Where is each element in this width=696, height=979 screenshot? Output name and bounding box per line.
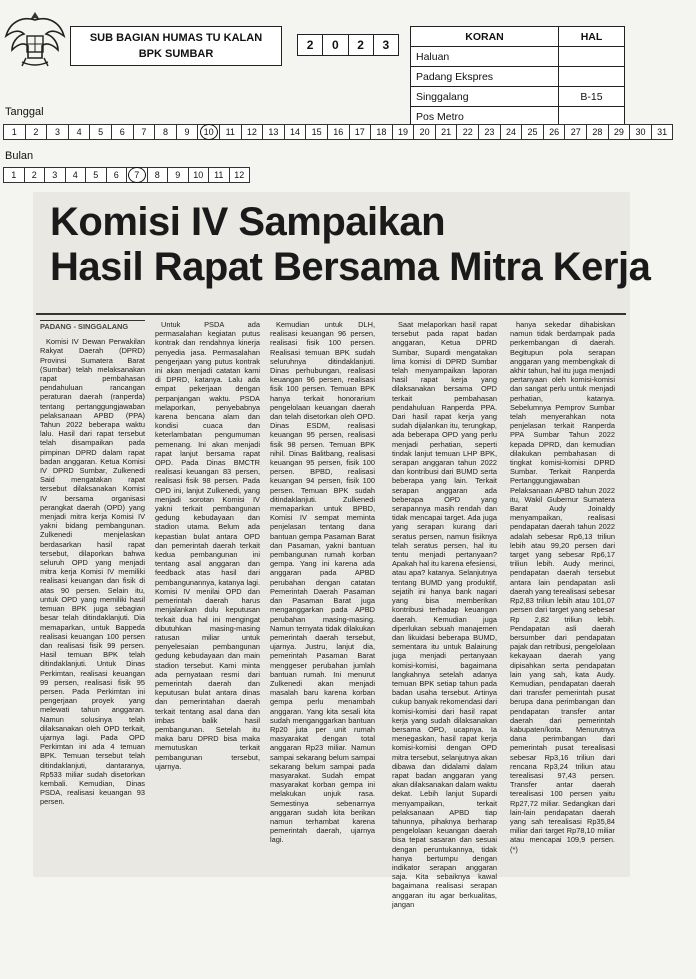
day-cell-number: 10 [203, 127, 214, 137]
date-label: Tanggal [5, 106, 44, 118]
title-line-1: Komisi IV Sampaikan [50, 200, 446, 244]
article-column-5 [510, 320, 615, 860]
day-cell [587, 124, 609, 140]
month-cell-number: 3 [52, 170, 58, 180]
day-cell-number: 25 [527, 127, 538, 137]
month-cell [189, 167, 210, 183]
month-cell-number: 6 [113, 170, 119, 180]
day-cell [285, 124, 307, 140]
day-cell [522, 124, 544, 140]
day-cell-number: 11 [225, 127, 235, 137]
day-cell-number: 8 [162, 127, 168, 137]
newspaper-table [410, 26, 625, 127]
day-cell-number: 3 [54, 127, 60, 137]
selection-circle-icon [128, 167, 146, 183]
day-cell-number: 30 [635, 127, 646, 137]
article-column-3 [270, 320, 375, 851]
month-cell [3, 167, 25, 183]
day-cell-number: 1 [11, 127, 17, 137]
day-cell-number: 4 [76, 127, 82, 137]
year-digit: 2 [298, 35, 323, 55]
koran-header: KORAN [411, 27, 559, 47]
garuda-emblem-icon [2, 6, 68, 76]
column-text: Saat melaporkan hasil rapat tersebut pada rapat badan anggaran, Ketua DPRD Sumbar, Supardi mengatakan lima komisi di DPRD Sumbar telah menyampaikan laporan hasil rapat kerja yang dilaksanakan bersama OPD terkait pembahasan pendahuluan Ranperda PPA. Dari hasil rapat kerja yang sudah dijalankan itu, terungkap, ada beberapa OPD yang perlu menjadi perhatian, seperti tindak lanjut temuan LHP BPK, serapan anggaran tahun 2022 dan kontribusi dari BUMD serta beberapa yang lain. Terkait serapan anggaran ada beberapa OPD yang serapannya masih rendah dan tidak mencapai target. Ada juga yang serapan kurang dari seratus persen, namun fisiknya telah seratus persen, hal itu tentu menjadi pertanyaan? Apakah hal itu karena efesiensi, atau apa? katanya. Selanjutnya tentang BUMD yang produktif, sejatih ini hanya bank nagari yang bisa memberikan kontribusi terhadap keuangan daerah. Kemudian juga diperlukan sebuah manajemen dan likuidasi beberapa BUMD, sementara itu untuk Balairung juga menjadi pertanyaan komisi-komisi, bagaimana langkahnya setelah adanya temuan BPK setiap tahun pada badan usaha tersebut. Artinya cukup banyak rekomendasi dari komisi-komisi dari hasil rapat kerja yang sudah dilaksanakan bersama OPD, ucapnya. Ia menegaskan, hasil rapat kerja komisi-komisi dengan OPD mitra tersebut, selanjutnya akan dibawa dan didalami dalam rapat badan anggaran yang akan dilaksanakan dalam waktu dekat. Lebih lanjut Supardi menyampaikan, terkait pelaksanaan APBD tiap tahunnya, pihaknya berharap pengelolaan keuangan daerah bisa tepat sasaran dan sesuai dengan peruntukannya, tidak hanya bertumpu dengan indikator serapan anggaran saja. Kita sebaiknya kawal bagaimana realisasi serapan anggaran itu agar berkualitas, jangan [392, 320, 497, 909]
article-column-2 [155, 320, 260, 777]
month-cell-number: 12 [234, 170, 245, 180]
day-cell [609, 124, 631, 140]
day-cell [220, 124, 242, 140]
day-cell-number: 31 [657, 127, 668, 137]
day-cell [371, 124, 393, 140]
day-cell [47, 124, 69, 140]
day-cell [155, 124, 177, 140]
office-line-1: SUB BAGIAN HUMAS TU KALAN [89, 32, 263, 44]
day-cell-number: 14 [290, 127, 301, 137]
day-cell [134, 124, 156, 140]
day-cell-number: 27 [570, 127, 581, 137]
month-row [3, 167, 250, 183]
month-cell-number: 1 [11, 170, 17, 180]
day-cell-number: 26 [549, 127, 560, 137]
day-cell-number: 16 [333, 127, 344, 137]
month-cell-number: 7 [134, 170, 140, 180]
day-cell-number: 28 [592, 127, 603, 137]
month-cell-number: 11 [214, 170, 224, 180]
month-cell-number: 10 [193, 170, 204, 180]
day-cell-number: 20 [419, 127, 430, 137]
month-cell [127, 167, 148, 183]
month-cell [209, 167, 230, 183]
table-row [411, 47, 625, 67]
column-text: Komisi IV Dewan Perwakilan Rakyat Daerah (DPRD) Provinsi Sumatera Barat (Sumbar) telah melaksanakan rapat pembahasan pendahuluan rancangan peraturan daerah (ranperda) tentang pertanggungjawaban pelaksanaan APBD (PPA) Tahun 2022 beberapa waktu lalu. Hasil dari rapat tersebut telah disampaikan pada pimpinan DPRD dalam rapat badan anggaran. Ketua Komisi IV DPRD Sumbar, Zulkenedi Said mengatakan rapat tersebut dilaksanakan Komisi IV bersama organisasi perangkat daerah (OPD) yang menjadi mitra kerja Komisi IV yakni bidang pembangunan. Zulkenedi menjelaskan berdasarkan hasil rapat tersebut, dilaporkan bahwa seluruh OPD yang menjadi mitra kerja Komisi IV memiliki realisasi keuangan dan fisik di atas 90 persen. Selain itu, untuk OPD yang memiliki hasil temuan BPK juga sebagian besar telah ditindaklanjuti. Dia memaparkan, untuk Bappeda realisasi keuangan 100 persen dan realisasi fisik 99 persen. Hasil temuan BPK telah ditindaklanjuti. Untuk Dinas Perkimtan, realisasi keuangan 99 persen, realisasi fisik 95 persen. Pada Perkimtan ini pengerjaan proyek yang melewati tahun anggaran. Namun solusinya telah dilaksanakan oleh OPD terkait, ujarnya lagi. Pada OPD Perkimtan ini ada 4 temuan BPK. Temuan tersebut telah ditindaklanjuti, dantaranya, Rp533 miliar sudah disetorkan kembali. Kemudian, Dinas PSDA, realisasi keuangan 93 persen. [40, 337, 145, 807]
month-cell [230, 167, 251, 183]
day-cell-number: 15 [311, 127, 322, 137]
table-row [411, 87, 625, 107]
day-cell [565, 124, 587, 140]
day-cell [112, 124, 134, 140]
day-cell-number: 2 [33, 127, 39, 137]
article-column-4 [392, 320, 497, 915]
paper-name: Haluan [411, 47, 559, 67]
day-cell [328, 124, 350, 140]
day-cell [26, 124, 48, 140]
day-cell-number: 23 [484, 127, 495, 137]
day-cell [457, 124, 479, 140]
month-cell [168, 167, 189, 183]
year-boxes [297, 34, 399, 56]
month-cell [107, 167, 128, 183]
column-text: Untuk PSDA ada permasalahan kegiatan putus kontrak dan rendahnya kinerja penyedia jasa. Permasalahan pengerjaan yang putus kontrak ini akan menjadi catatan kami di DPRD, katanya. Lalu ada empat pekerjaan dengan perpanjangan waktu. PSDA melaporkan, penyebabnya karena bencana alam dan kondisi cuaca dan keterlambatan pengumuman pemenang. Ini akan menjadi rapat lanjut bersama rapat OPD. Pada Dinas BMCTR realisasi keuangan 83 persen, realisasi fisik 98 persen. Pada OPD ini, lanjut Zulkenedi, yang menjadi sorotan Komisi IV yakni terkait pembangunan gedung kebudayaan dan stadion utama. Belum ada kepastian bulat antara OPD dan pemerintah daerah terkait kedua pembangunan ini tentang asal anggaran dan feedback atas hasil dari pembangunannya, katanya lagi. Komisi IV menilai OPD dan pemerintah daerah harus menjalankan dulu keputusan terkait dua hal ini mengingat dibutuhkan masing-masing ratusan miliar untuk penyelesaian pembangunan gedung kebudayaan dan main stadion tersebut. Kami minta ada pernyataan resmi dari pemerintah daerah dan keputusan bulat antara dinas dan pemerintahan daerah terkait tentang asal dana dan imbas balik hasil pembangunan. Setelah itu maka baru DPRD bisa maka memutuskan terkait pembangunan tersebut, ujarnya. [155, 320, 260, 771]
month-cell-number: 2 [31, 170, 37, 180]
day-cell [306, 124, 328, 140]
month-cell [148, 167, 169, 183]
office-line-2: BPK SUMBAR [138, 48, 214, 60]
day-cell-number: 9 [184, 127, 190, 137]
article-column-1 [40, 320, 145, 813]
month-cell [25, 167, 46, 183]
day-cell-number: 21 [441, 127, 452, 137]
paper-page [559, 47, 625, 67]
month-label: Bulan [5, 150, 34, 162]
day-cell [198, 124, 220, 140]
day-cell-number: 13 [268, 127, 279, 137]
day-cell-number: 5 [98, 127, 104, 137]
day-cell-number: 18 [376, 127, 387, 137]
day-cell [414, 124, 436, 140]
day-cell [501, 124, 523, 140]
day-cell-number: 7 [141, 127, 147, 137]
article-title [50, 200, 651, 290]
day-cell [242, 124, 264, 140]
month-cell [86, 167, 107, 183]
day-cell [630, 124, 652, 140]
year-digit: 2 [349, 35, 374, 55]
day-row [3, 124, 673, 140]
day-cell [652, 124, 674, 140]
year-digit: 0 [323, 35, 348, 55]
day-cell [350, 124, 372, 140]
column-text: Kemudian untuk DLH, realisasi keuangan 96 persen, realisasi fisik 100 persen. Realisasi temuan BPK sudah seluruhnya ditindaklanjuti. Dinas perhubungan, realisasi keuangan 96 persen, realisasi fisik 100 persen. Temuan BPK hanya terkait honorarium pengelolaan keuangan daerah dan telah disetorkan oleh OPD. Dinas ESDM, realisasi keuangan 95 persen, realisasi fisik 98 persen. Temuan BPK nihil. Dinas Balitbang, realisasi keuangan 95 persen, fisik 100 persen. BPBD, realisasi keuangan 94 persen, fisik 100 persen. Temuan BPK sudah ditindaklanjuti. Zulkenedi memaparkan untuk BPBD, Komisi IV sempat meminta penjelasan tentang dana bantuan gempa Pasaman Barat dan Pasaman, yakni bantuan pembangunan rumah korban gempa. Yang ini karena ada anggaran pada APBD perubahan dengan catatan Pemerintah Daerah Pasaman dan Pasaman Barat juga menganggarkan pada APBD perubahan masing-masing. Namun ternyata tidak dilakukan pemerintah daerah tersebut, ujarnya. Justru, lanjut dia, pemerintah Pasaman Barat menggeser perubahan jumlah bantuan rumah. Ini menurut Zulkenedi akan menjadi masalah baru karena korban gempa perlu menambah anggaran. Yang kita sesali kita sudah menganggarkan bantuan Rp20 juta per unit rumah masyarakat dengan total anggaran Rp23 miliar. Namun sampai sekarang belum sampai sekarang belum sampai pada masyarakat. Sudah empat masyarakat korban gempa ini melakukan unjuk rasa. Semestinya sebenarnya anggaran sudah kita berikan namun terhambat karena pemerintah daerah, ujarnya lagi. [270, 320, 375, 845]
day-cell [177, 124, 199, 140]
day-cell-number: 12 [246, 127, 257, 137]
paper-page: B-15 [559, 87, 625, 107]
office-header [70, 26, 282, 66]
column-text: hanya sekedar dihabiskan namun tidak berdampak pada perkembangan di daerah. Begitupun pola serapan anggaran yang membengkak di akhir tahun, hal itu juga menjadi pertanyaan oleh komisi-komisi dan sangat perlu untuk menjadi perhatian, katanya. Sebelumnya Pemprov Sumbar telah menyerahkan nota penjelasan terkait Ranperda PPA Sumbar Tahun 2022 kepada DPRD, dan kemudian dilakukan pembahasan di tingkat komisi-komisi DPRD Sumbar. Terkait Ranperda Pertanggungjawaban Pelaksanaan APBD tahun 2022 itu, Wakil Gubernur Sumatera Barat Audy Joinaldy menyampaikan, realisasi pendapatan daerah tahun 2022 adalah sebesar Rp6,13 triliun lebih atau 99,20 persen dari target yang sebesar Rp6,17 triliun lebih. Audy merinci, pendapatan daerah tersebut antara lain pendapatan asli daerah yang terealisasi sebesar Rp2,83 triliun lebih atau 101,07 persen dari target yang sebesar Rp 2,82 triliun lebih. Pendapatan asli daerah bersumber dari pendapatan pajak dan retribusi, pengelolaan kekayaan daerah yang dipisahkan serta pendapatan lain yang sah, kata Audy. Kemudian, pendapatan daerah dari transfer pemerintah pusat berupa dana perimbangan dan pendapatan transfer antar daerah dari pemerintah kabupaten/kota. Menurutnya dana perimbangan dari pemerintah pusat terealisasi sebesar Rp3,16 triliun dari rencana Rp3,24 triliun atau terealisasi 97,43 persen. Transfer antar daerah terealisasi 100 persen yaitu Rp27,72 miliar. Sedangkan dari lain-lain pendapatan daerah yang sah terealisasi Rp35,84 miliar dari target Rp78,10 miliar atau mencapai 109,9 persen. (*) [510, 320, 615, 854]
day-cell-number: 6 [119, 127, 125, 137]
table-row [411, 67, 625, 87]
divider [36, 313, 626, 315]
paper-name: Padang Ekspres [411, 67, 559, 87]
day-cell-number: 29 [613, 127, 624, 137]
title-line-2: Hasil Rapat Bersama Mitra Kerja [50, 245, 651, 289]
hal-header: HAL [559, 27, 625, 47]
month-cell-number: 5 [93, 170, 99, 180]
month-cell-number: 8 [154, 170, 160, 180]
day-cell-number: 22 [462, 127, 473, 137]
day-cell [436, 124, 458, 140]
selection-circle-icon [200, 124, 218, 140]
month-cell-number: 9 [175, 170, 181, 180]
paper-name: Pos Metro [411, 107, 559, 127]
day-cell [479, 124, 501, 140]
day-cell [544, 124, 566, 140]
month-cell [66, 167, 87, 183]
month-cell [45, 167, 66, 183]
day-cell [393, 124, 415, 140]
paper-page [559, 67, 625, 87]
day-cell-number: 24 [505, 127, 516, 137]
day-cell [69, 124, 91, 140]
paper-name: Singgalang [411, 87, 559, 107]
day-cell-number: 19 [397, 127, 408, 137]
day-cell [263, 124, 285, 140]
day-cell-number: 17 [354, 127, 365, 137]
year-digit: 3 [382, 38, 390, 52]
month-cell-number: 4 [72, 170, 78, 180]
day-cell [3, 124, 26, 140]
dateline: PADANG - SINGGALANG [40, 320, 145, 331]
day-cell [90, 124, 112, 140]
